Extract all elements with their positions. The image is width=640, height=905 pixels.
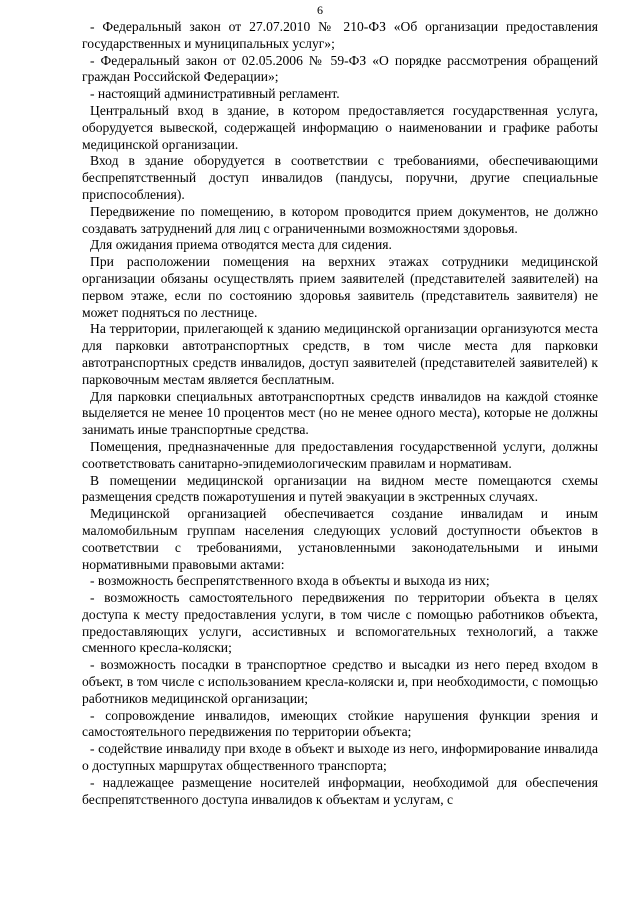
paragraph-movement: Передвижение по помещению, в котором проводится прием документов, не должно создавать затруднений для лиц с ограниченными возможностями здоровья.	[82, 203, 598, 236]
list-item-assistance: - содействие инвалиду при входе в объект и выходе из него, информирование инвалида о доступных маршрутах общественного транспорта;	[82, 741, 598, 774]
list-item-escort: - сопровождение инвалидов, имеющих стойкие нарушения функции зрения и самостоятельного передвижения по территории объекта;	[82, 707, 598, 740]
paragraph-parking: На территории, прилегающей к зданию медицинской организации организуются места для парковки автотранспортных средств, в том числе места для парковки автотранспортных средств инвалидов, доступ заявителей (представителей заявителей) к парковочным местам является бесплатным.	[82, 321, 598, 387]
paragraph-law-59fz: - Федеральный закон от 02.05.2006 № 59-ФЗ «О порядке рассмотрения обращений граждан Российской Федерации»;	[82, 52, 598, 85]
list-item-independent-movement: - возможность самостоятельного передвижения по территории объекта в целях доступа к месту предоставления услуги, в том числе с помощью работников объекта, предоставляющих услуги, ассистивных и вспомогательных технологий, а также сменного кресла-коляски;	[82, 590, 598, 656]
list-item-entry-exit: - возможность беспрепятственного входа в объекты и выхода из них;	[90, 573, 490, 589]
paragraph-upper-floors: При расположении помещения на верхних этажах сотрудники медицинской организации обязаны осуществлять прием заявителей (представителей заявителей) на первом этаже, если по состоянию здоровья заявитель (представитель заявителя) не может подняться по лестнице.	[82, 254, 598, 320]
paragraph-disabled-parking: Для парковки специальных автотранспортных средств инвалидов на каждой стоянке выделяется не менее 10 процентов мест (но не менее одного места), которые не должны занимать иные транспортные средства.	[82, 388, 598, 438]
paragraph-sanitary-rules: Помещения, предназначенные для предоставления государственной услуги, должны соответствовать санитарно-эпидемиологическим правилам и нормативам.	[82, 438, 598, 471]
paragraph-regulation: - настоящий административный регламент.	[90, 86, 340, 102]
paragraph-central-entrance: Центральный вход в здание, в котором предоставляется государственная услуга, оборудуется вывеской, содержащей информацию о наименовании и графике работы медицинской организации.	[82, 102, 598, 152]
paragraph-law-210fz: - Федеральный закон от 27.07.2010 № 210-ФЗ «Об организации предоставления государственных и муниципальных услуг»;	[82, 19, 598, 51]
document-body	[82, 19, 598, 808]
paragraph-waiting-seats: Для ожидания приема отводятся места для сидения.	[90, 237, 392, 253]
page-number: 6	[317, 3, 323, 17]
list-item-information-placement: - надлежащее размещение носителей информации, необходимой для обеспечения беспрепятственного доступа инвалидов к объектам и услугам, с	[82, 774, 598, 807]
paragraph-accessibility-conditions: Медицинской организацией обеспечивается создание инвалидам и иным маломобильным группам населения следующих условий доступности объектов в соответствии с требованиями, установленными законодательными и иными нормативными правовыми актами:	[82, 506, 598, 572]
paragraph-entrance-equipment: Вход в здание оборудуется в соответствии с требованиями, обеспечивающими беспрепятственный доступ инвалидов (пандусы, поручни, другие специальные приспособления).	[82, 153, 598, 202]
paragraph-evacuation-schemes: В помещении медицинской организации на видном месте помещаются схемы размещения средств пожаротушения и путей эвакуации в экстренных случаях.	[82, 472, 598, 505]
list-item-vehicle-boarding: - возможность посадки в транспортное средство и высадки из него перед входом в объект, в том числе с использованием кресла-коляски и, при необходимости, с помощью работников медицинской организации;	[82, 657, 598, 706]
